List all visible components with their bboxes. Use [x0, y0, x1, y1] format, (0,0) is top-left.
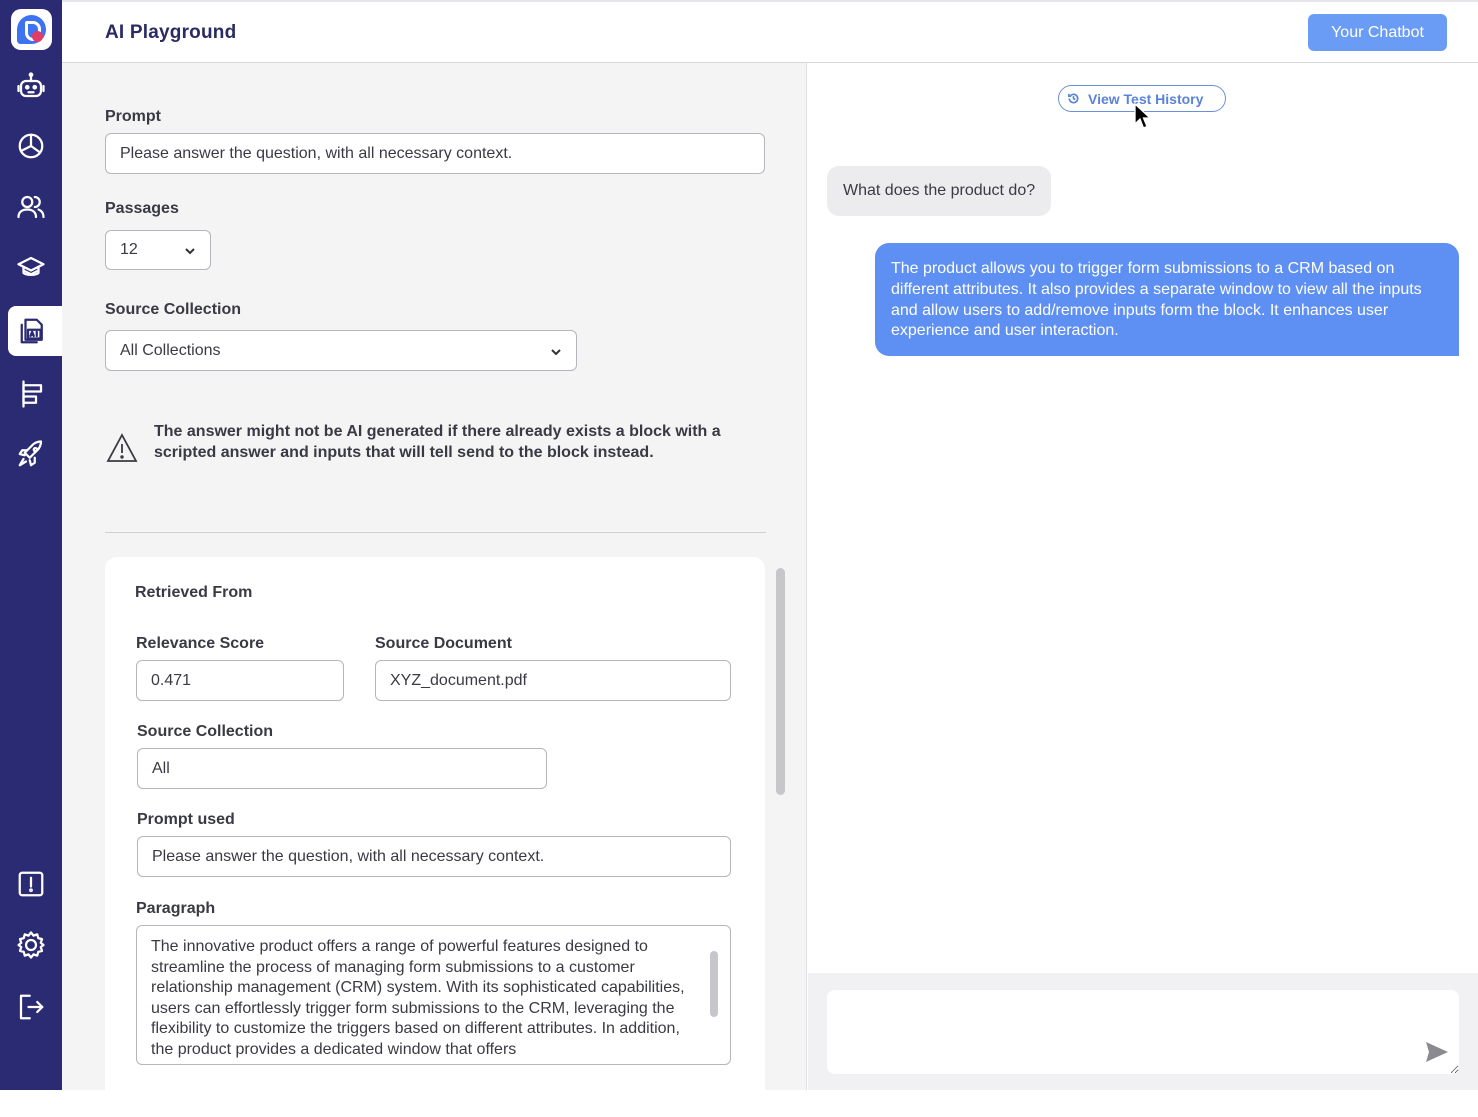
- sidebar-item-users[interactable]: [0, 182, 62, 232]
- sidebar-item-deploy[interactable]: [0, 429, 62, 479]
- brand-logo[interactable]: [11, 9, 52, 50]
- rocket-icon: [16, 439, 46, 469]
- settings-panel: [62, 63, 807, 1090]
- retrieved-source-collection-value: All: [152, 759, 170, 777]
- paragraph-label: Paragraph: [136, 900, 216, 917]
- chat-panel: [808, 63, 1478, 1090]
- sidebar-item-logout[interactable]: [0, 982, 62, 1032]
- source-document-field[interactable]: [375, 660, 731, 701]
- relevance-score-field[interactable]: [136, 660, 344, 701]
- retrieved-source-collection-field[interactable]: [137, 748, 547, 789]
- view-test-history-label: View Test History: [1088, 90, 1204, 107]
- pie-chart-icon: [16, 131, 46, 161]
- logout-icon: [16, 992, 46, 1022]
- source-collection-select-value: All Collections: [120, 341, 221, 359]
- prompt-input[interactable]: [105, 133, 765, 174]
- relevance-score-value: 0.471: [151, 671, 192, 689]
- bot-message-bubble: [875, 243, 1459, 356]
- message-input[interactable]: [827, 990, 1459, 1074]
- layout-blocks-icon: [16, 379, 46, 409]
- sidebar-item-bots[interactable]: [0, 61, 62, 111]
- source-collection-select[interactable]: [105, 330, 577, 371]
- passages-select-value: 12: [120, 241, 138, 258]
- panel-scrollbar[interactable]: [776, 568, 785, 795]
- user-message-text: What does the product do?: [843, 182, 1036, 199]
- prompt-label: Prompt: [105, 108, 161, 125]
- chevron-down-icon: [550, 345, 562, 357]
- prompt-used-label: Prompt used: [137, 811, 235, 828]
- user-message-bubble: [827, 166, 1051, 216]
- logo-glyph-icon: [17, 15, 46, 44]
- mouse-pointer-icon: [1134, 103, 1152, 131]
- prompt-used-field[interactable]: [137, 836, 731, 877]
- robot-icon: [16, 71, 46, 101]
- retrieved-from-card: [105, 557, 765, 1117]
- sidebar-item-blocks[interactable]: [0, 369, 62, 419]
- settings-gear-icon: [16, 930, 46, 960]
- section-divider: [105, 532, 766, 533]
- graduation-cap-icon: [16, 253, 46, 283]
- send-icon[interactable]: [1425, 1041, 1449, 1063]
- source-document-label: Source Document: [375, 635, 512, 652]
- paragraph-textarea[interactable]: [136, 925, 731, 1065]
- source-document-value: XYZ_document.pdf: [390, 671, 527, 689]
- prompt-input-value: Please answer the question, with all necessary context.: [120, 144, 513, 162]
- retrieved-from-title: Retrieved From: [135, 584, 253, 601]
- users-icon: [16, 192, 46, 222]
- sidebar: [0, 0, 62, 1090]
- retrieved-source-collection-label: Source Collection: [137, 723, 274, 740]
- passages-label: Passages: [105, 200, 179, 217]
- sidebar-item-training[interactable]: [0, 243, 62, 293]
- source-collection-label: Source Collection: [105, 301, 242, 318]
- passages-select[interactable]: [105, 230, 211, 270]
- chevron-down-icon: [184, 244, 196, 256]
- composer-area: [808, 973, 1478, 1090]
- paragraph-scrollbar[interactable]: [710, 951, 718, 1017]
- ai-document-icon: [18, 316, 48, 346]
- page-title: AI Playground: [105, 22, 237, 43]
- sidebar-item-analytics[interactable]: [0, 121, 62, 171]
- prompt-used-value: Please answer the question, with all necessary context.: [152, 847, 545, 865]
- paragraph-text: The innovative product offers a range of powerful features designed to streamline the process of managing form submissions to a customer relationship management (CRM) system. With its sophisticated capabilities, users can effortlessly trigger form submissions to the CRM, leveraging the flexibility to customize the triggers based on different attributes. In addition, the product provides a dedicated window that offers: [151, 938, 685, 1058]
- top-header: [62, 0, 1478, 63]
- sidebar-item-ai-playground[interactable]: [8, 306, 62, 356]
- warning-triangle-icon: [106, 433, 138, 463]
- sidebar-item-settings[interactable]: [0, 920, 62, 970]
- warning-text: The answer might not be AI generated if there already exists a block with a scripted answer and inputs that will tell send to the block instead.: [154, 423, 721, 461]
- bot-message-text: The product allows you to trigger form submissions to a CRM based on different attributes. It also provides a separate window to view all the inputs and allow users to add/remove inputs form the block. It enhances user experience and user interaction.: [891, 260, 1422, 340]
- alert-square-icon: [16, 869, 46, 899]
- history-icon: [1067, 92, 1080, 105]
- sidebar-item-report-issue[interactable]: [0, 859, 62, 909]
- your-chatbot-button[interactable]: Your Chatbot: [1308, 14, 1447, 51]
- relevance-score-label: Relevance Score: [136, 635, 265, 652]
